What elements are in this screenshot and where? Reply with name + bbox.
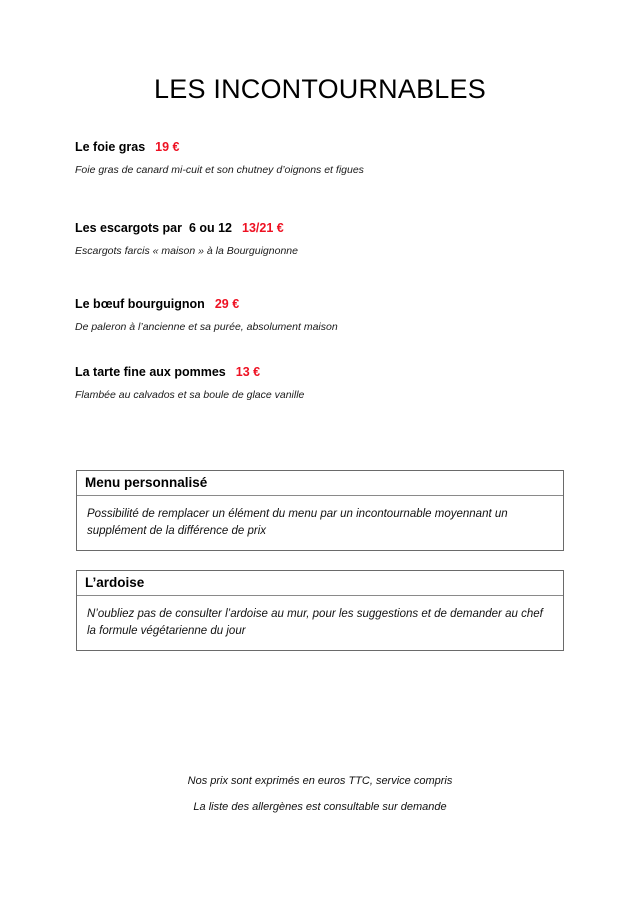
menu-item-name: Les escargots par 6 ou 12 bbox=[75, 221, 233, 235]
menu-item-name: Le foie gras bbox=[75, 140, 146, 154]
info-box-body: Possibilité de remplacer un élément du menu par un incontournable moyennant un supplément de la différence de prix bbox=[87, 508, 508, 537]
info-box-body: N’oubliez pas de consulter l’ardoise au mur, pour les suggestions et de demander au chef la formule végétarienne du jour bbox=[87, 608, 543, 637]
menu-item-description: Foie gras de canard mi-cuit et son chutney d’oignons et figues bbox=[75, 164, 364, 176]
menu-item-price: 13/21 € bbox=[242, 221, 284, 235]
spacer bbox=[75, 258, 570, 296]
menu-item-escargots bbox=[75, 220, 570, 258]
footer-line-allergens: La liste des allergènes est consultable sur demande bbox=[193, 801, 447, 813]
menu-item-price: 13 € bbox=[235, 365, 261, 379]
info-box-ardoise bbox=[76, 570, 564, 651]
footer-line-prices: Nos prix sont exprimés en euros TTC, service compris bbox=[187, 775, 453, 787]
menu-item-foie-gras bbox=[75, 139, 570, 177]
menu-item-boeuf-bourguignon bbox=[75, 296, 570, 334]
spacer bbox=[75, 177, 570, 220]
menu-item-heading bbox=[75, 296, 570, 312]
menu-item-heading bbox=[75, 139, 570, 155]
menu-items-list bbox=[75, 139, 570, 402]
menu-item-heading bbox=[75, 220, 570, 236]
info-box-menu-personnalise bbox=[76, 470, 564, 551]
menu-item-price: 19 € bbox=[155, 140, 180, 154]
menu-item-description: Escargots farcis « maison » à la Bourguignonne bbox=[75, 245, 298, 257]
menu-item-description: Flambée au calvados et sa boule de glace vanille bbox=[75, 389, 305, 401]
menu-item-name: Le bœuf bourguignon bbox=[75, 297, 205, 311]
info-box-heading: L’ardoise bbox=[77, 571, 563, 596]
footer bbox=[0, 768, 640, 820]
page-title: LES INCONTOURNABLES bbox=[154, 74, 486, 104]
info-box-heading: Menu personnalisé bbox=[77, 471, 563, 496]
menu-item-heading bbox=[75, 364, 570, 380]
menu-item-description: De paleron à l’ancienne et sa purée, absolument maison bbox=[75, 321, 338, 333]
menu-item-tarte-pommes bbox=[75, 364, 570, 402]
menu-item-name: La tarte fine aux pommes bbox=[75, 365, 226, 379]
spacer bbox=[75, 334, 570, 364]
menu-item-price: 29 € bbox=[214, 297, 240, 311]
